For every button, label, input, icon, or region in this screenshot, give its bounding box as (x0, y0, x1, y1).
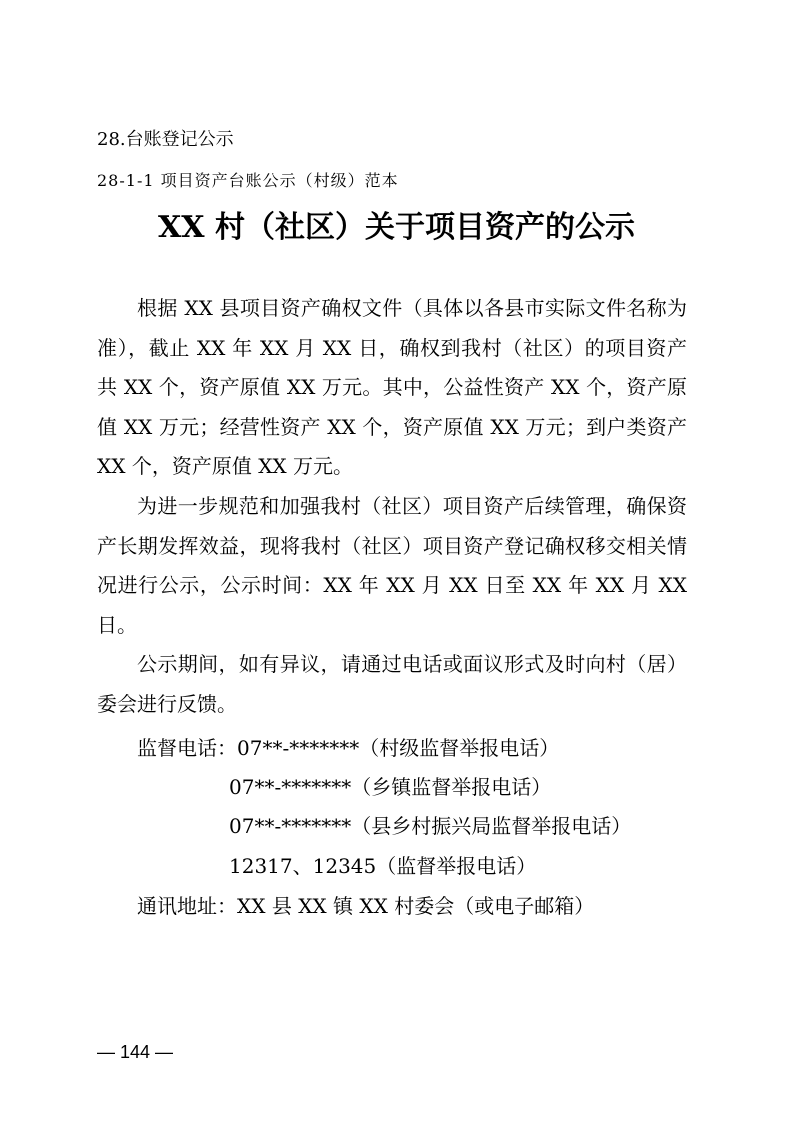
page-number: — 144 — (97, 1042, 174, 1062)
supervision-line-village (137, 729, 559, 769)
supervision-phone-hotline: 12317、12345（监督举报电话） (229, 854, 537, 878)
contact-address-line (137, 887, 594, 927)
paragraph-objection-notice: 公示期间，如有异议，请通过电话或面议形式及时向村（居）委会进行反馈。 (97, 652, 687, 716)
document-title: XX 村（社区）关于项目资产的公示 (158, 210, 635, 245)
paragraph-publicity-purpose: 为进一步规范和加强我村（社区）项目资产后续管理，确保资产长期发挥效益，现将我村（社区）项目资产登记确权移交相关情况进行公示，公示时间：XX 年 XX 月 XX 日至 XX 年 XX 月 XX 日。 (97, 494, 687, 637)
address-value: XX 县 XX 镇 XX 村委会（或电子邮箱） (237, 894, 595, 918)
supervision-phone-township: 07**-*******（乡镇监督举报电话） (229, 775, 552, 799)
address-label: 通讯地址： (137, 894, 237, 918)
sub-heading: 28-1-1 项目资产台账公示（村级）范本 (97, 171, 399, 190)
paragraph-asset-summary: 根据 XX 县项目资产确权文件（具体以各县市实际文件名称为准），截止 XX 年 XX 月 XX 日，确权到我村（社区）的项目资产共 XX 个，资产原值 XX 万元。其中，公益性资产 XX 个，资产原值 XX 万元；经营性资产 XX 个，资产原值 XX 万元；到户类资产 XX 个，资产原值 XX 万元。 (97, 296, 687, 478)
supervision-label: 监督电话： (137, 736, 237, 760)
supervision-phone-village: 07**-*******（村级监督举报电话） (237, 736, 560, 760)
section-heading: 28.台账登记公示 (97, 129, 234, 150)
supervision-phone-county-bureau: 07**-*******（县乡村振兴局监督举报电话） (229, 814, 632, 838)
